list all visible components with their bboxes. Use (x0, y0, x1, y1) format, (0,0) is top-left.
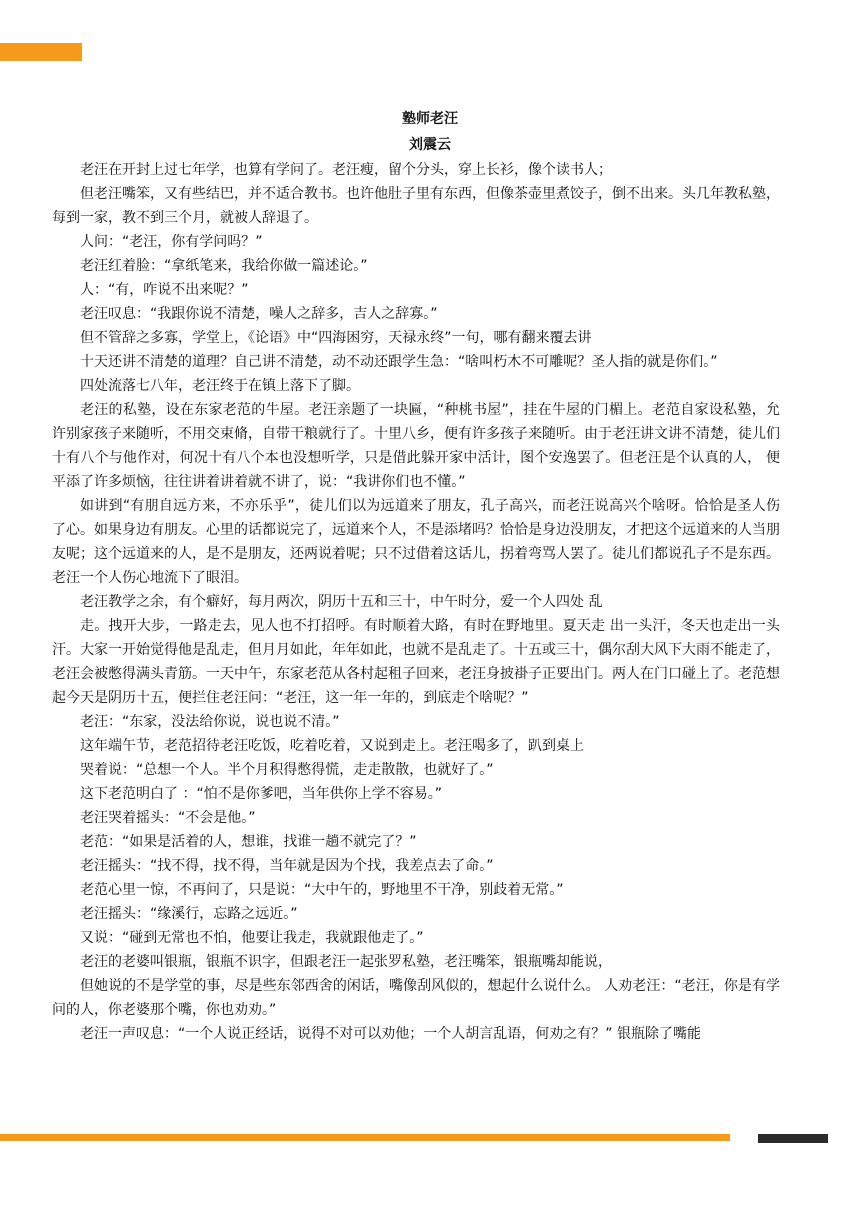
paragraph: 老汪一声叹息：“一个人说正经话，说得不对可以劝他；一个人胡言乱语，何劝之有？” 银瓶除了嘴能 (80, 1026, 701, 1042)
paragraph: 老汪教学之余，有个癖好，每月两次，阴历十五和三十，中午时分，爱一个人四处 乱 (80, 594, 603, 610)
paragraph: 老汪的私塾，设在东家老范的牛屋。老汪亲题了一块匾，“种桃书屋”，挂在牛屋的门楣上。老范自家设私塾，允许别家孩子来随听，不用交束脩，自带干粮就行了。十里八乡，便有许多孩子来随听。由于老汪讲文讲不清楚，徒儿们十有八个与他作对，何况十有八个本也没想听学，只是借此躲开家中活计，图个安逸罢了。但老汪是个认真的人， 便平添了许多烦恼，往往讲着讲着就不讲了，说：“我讲你们也不懂。” (52, 402, 780, 490)
paragraph: 十天还讲不清楚的道理？自己讲不清楚，动不动还跟学生急：“啥叫朽木不可雕呢？圣人指的就是你们。” (80, 354, 718, 370)
paragraph: 老范心里一惊，不再问了，只是说：“大中午的，野地里不干净，别歧着无常。” (80, 882, 564, 898)
paragraph: 老汪红着脸：“拿纸笔来，我给你做一篇述论。” (80, 258, 368, 274)
paragraph: 老汪哭着摇头：“不会是他。” (80, 810, 256, 826)
article-title: 塾师老汪 (402, 111, 458, 127)
paragraph: 老汪摇头：“缘溪行，忘路之远近。” (80, 906, 298, 922)
paragraph: 人：“有，咋说不出来呢？” (80, 282, 249, 298)
paragraph: 老汪在开封上过七年学，也算有学问了。老汪瘦，留个分头，穿上长衫，像个读书人； (80, 162, 612, 178)
paragraph: 老汪摇头：“找不得，找不得，当年就是因为个找，我差点去了命。” (80, 858, 494, 874)
footer-accent-bar (0, 1134, 730, 1141)
paragraph: 人问：“老汪，你有学问吗？” (80, 234, 263, 250)
paragraph: 哭着说：“总想一个人。半个月积得憋得慌，走走散散，也就好了。” (80, 762, 494, 778)
article-author: 刘震云 (409, 137, 451, 153)
paragraph: 老范：“如果是活着的人，想谁，找谁一趟不就完了？” (80, 834, 417, 850)
paragraph: 这下老范明白了 ：“怕不是你爹吧，当年供你上学不容易。” (80, 786, 442, 802)
paragraph: 老汪叹息：“我跟你说不清楚，噪人之辞多，吉人之辞寡。” (80, 306, 438, 322)
top-accent-bar (0, 43, 82, 61)
article-body (52, 158, 780, 1046)
paragraph: 又说：“碰到无常也不怕，他要让我走，我就跟他走了。” (80, 930, 424, 946)
paragraph: 但不管辞之多寡，学堂上，《论语》中“四海困穷，天禄永终”一句，哪有翻来覆去讲 (80, 330, 592, 346)
paragraph: 走。拽开大步，一路走去，见人也不打招呼。有时顺着大路，有时在野地里。夏天走 出一头汗，冬天也走出一头汗。大家一开始觉得他是乱走，但月月如此，年年如此，也就不是乱走了。十五或三十，偶尔刮大风下大雨不能走了，老汪会被憋得满头青筋。一天中午，东家老范从各村起租子回来，老汪身披褂子正要出门。两人在门口碰上了。老范想起今天是阴历十五，便拦住老汪问：“老汪，这一年一年的，到底走个啥呢？” (52, 618, 780, 706)
paragraph: 但她说的不是学堂的事，尽是些东邻西舍的闲话，嘴像刮风似的，想起什么说什么。 人劝老汪：“老汪，你是有学问的人，你老婆那个嘴，你也劝劝。” (52, 978, 780, 1018)
paragraph: 老汪：“东家，没法给你说，说也说不清。” (80, 714, 340, 730)
paragraph: 如讲到“有朋自远方来，不亦乐乎”，徒儿们以为远道来了朋友，孔子高兴，而老汪说高兴个啥呀。恰恰是圣人伤了心。如果身边有朋友。心里的话都说完了，远道来个人，不是添堵吗？恰恰是身边没朋友，才把这个远道来的人当朋友呢；这个远道来的人，是不是朋友，还两说着呢；只不过借着这话儿，拐着弯骂人罢了。徒儿们都说孔子不是东西。老汪一个人伤心地流下了眼泪。 (52, 498, 780, 586)
footer-dark-bar (758, 1134, 828, 1143)
paragraph: 老汪的老婆叫银瓶，银瓶不识字，但跟老汪一起张罗私塾，老汪嘴笨，银瓶嘴却能说， (80, 954, 612, 970)
paragraph: 四处流落七八年，老汪终于在镇上落下了脚。 (80, 378, 360, 394)
paragraph: 但老汪嘴笨，又有些结巴，并不适合教书。也许他肚子里有东西，但像茶壶里煮饺子，倒不出来。头几年教私塾，每到一家，教不到三个月，就被人辞退了。 (52, 186, 780, 226)
paragraph: 这年端午节，老范招待老汪吃饭，吃着吃着，又说到走上。老汪喝多了，趴到桌上 (80, 738, 584, 754)
